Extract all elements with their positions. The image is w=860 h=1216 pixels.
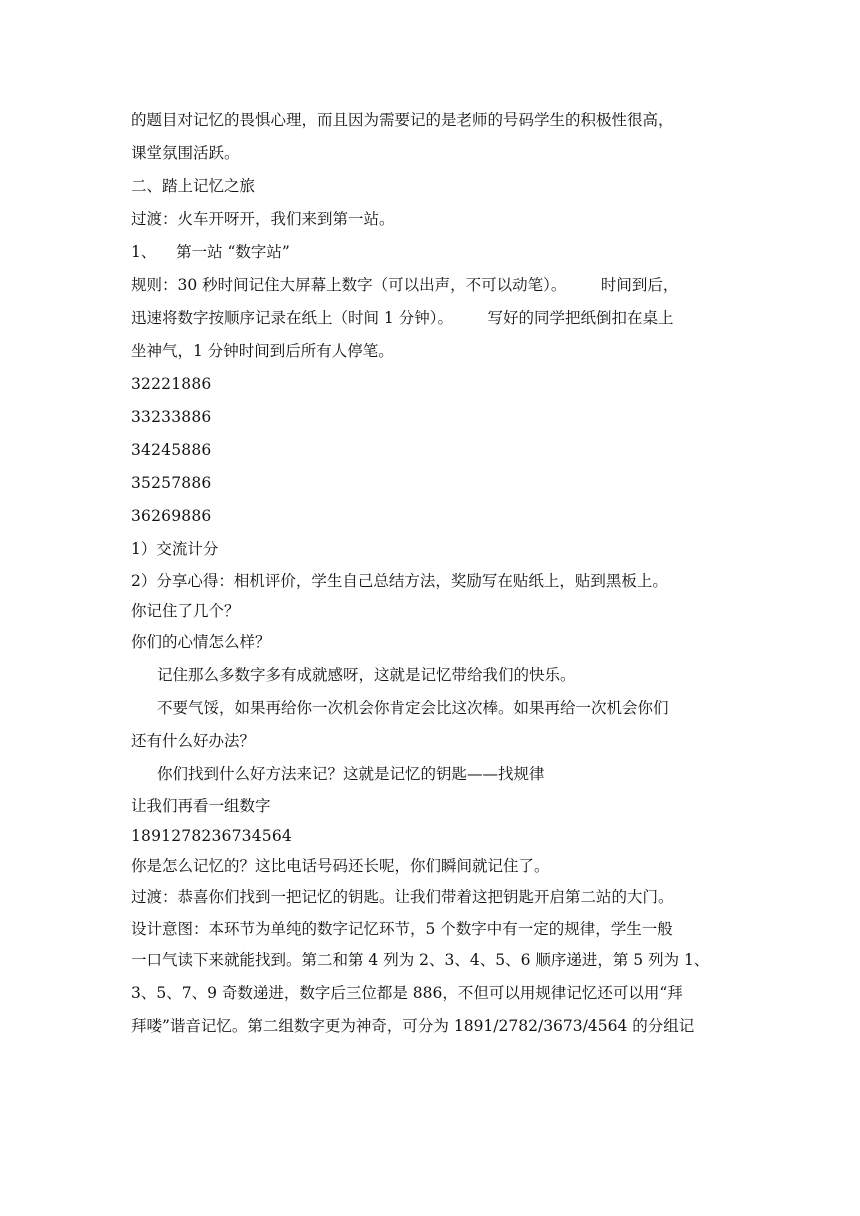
design-intent-line: 一口气读下来就能找到。第二和第 4 列为 2、3、4、5、6 顺序递进，第 5 列为 1、: [131, 951, 710, 969]
number-line: 36269886: [131, 507, 212, 525]
rule-line: 规则：30 秒时间记住大屏幕上数字（可以出声，不可以动笔）。 时间到后，: [131, 276, 679, 294]
number-line: 32221886: [131, 375, 212, 393]
design-intent-line: 设计意图：本环节为单纯的数字记忆环节，5 个数字中有一定的规律，学生一般: [131, 920, 673, 938]
number-line: 34245886: [131, 441, 212, 459]
question-line: 你们的心情怎么样？: [131, 633, 271, 651]
section-heading: 二、踏上记忆之旅: [131, 177, 256, 195]
number-line: 35257886: [131, 474, 212, 492]
paragraph-line: 课堂氛围活跃。: [131, 144, 240, 162]
paragraph-line: 你是怎么记忆的？这比电话号码还长呢，你们瞬间就记住了。: [131, 857, 550, 875]
paragraph-line: 的题目对记忆的畏惧心理，而且因为需要记的是老师的号码学生的积极性很高，: [131, 111, 674, 129]
paragraph-line: 让我们再看一组数字: [131, 797, 271, 815]
rule-line: 坐神气，1 分钟时间到后所有人停笔。: [131, 342, 394, 360]
paragraph-line: 过渡：火车开呀开，我们来到第一站。: [131, 210, 395, 228]
paragraph-line: 不要气馁，如果再给你一次机会你肯定会比这次棒。如果再给一次机会你们: [157, 699, 669, 717]
station-heading: 1、 第一站 “数字站”: [131, 243, 290, 261]
list-item: 1）交流计分: [131, 540, 219, 558]
paragraph-line: 还有什么好办法？: [131, 732, 256, 750]
design-intent-line: 3、5、7、9 奇数递进，数字后三位都是 886，不但可以用规律记忆还可以用“拜: [131, 984, 683, 1002]
rule-line: 迅速将数字按顺序记录在纸上（时间 1 分钟）。 写好的同学把纸倒扣在桌上: [131, 309, 674, 327]
transition-line: 过渡：恭喜你们找到一把记忆的钥匙。让我们带着这把钥匙开启第二站的大门。: [131, 888, 674, 906]
question-line: 你记住了几个？: [131, 602, 240, 620]
list-item: 2）分享心得：相机评价，学生自己总结方法，奖励写在贴纸上，贴到黑板上。: [131, 572, 668, 590]
number-line: 1891278236734564: [131, 827, 292, 845]
document-page: [131, 104, 737, 1043]
design-intent-line: 拜喽”谐音记忆。第二组数字更为神奇，可分为 1891/2782/3673/4564 的分组记: [131, 1017, 695, 1035]
paragraph-line: 你们找到什么好方法来记？这就是记忆的钥匙——找规律: [157, 765, 545, 783]
paragraph-line: 记住那么多数字多有成就感呀，这就是记忆带给我们的快乐。: [157, 666, 576, 684]
number-line: 33233886: [131, 408, 212, 426]
